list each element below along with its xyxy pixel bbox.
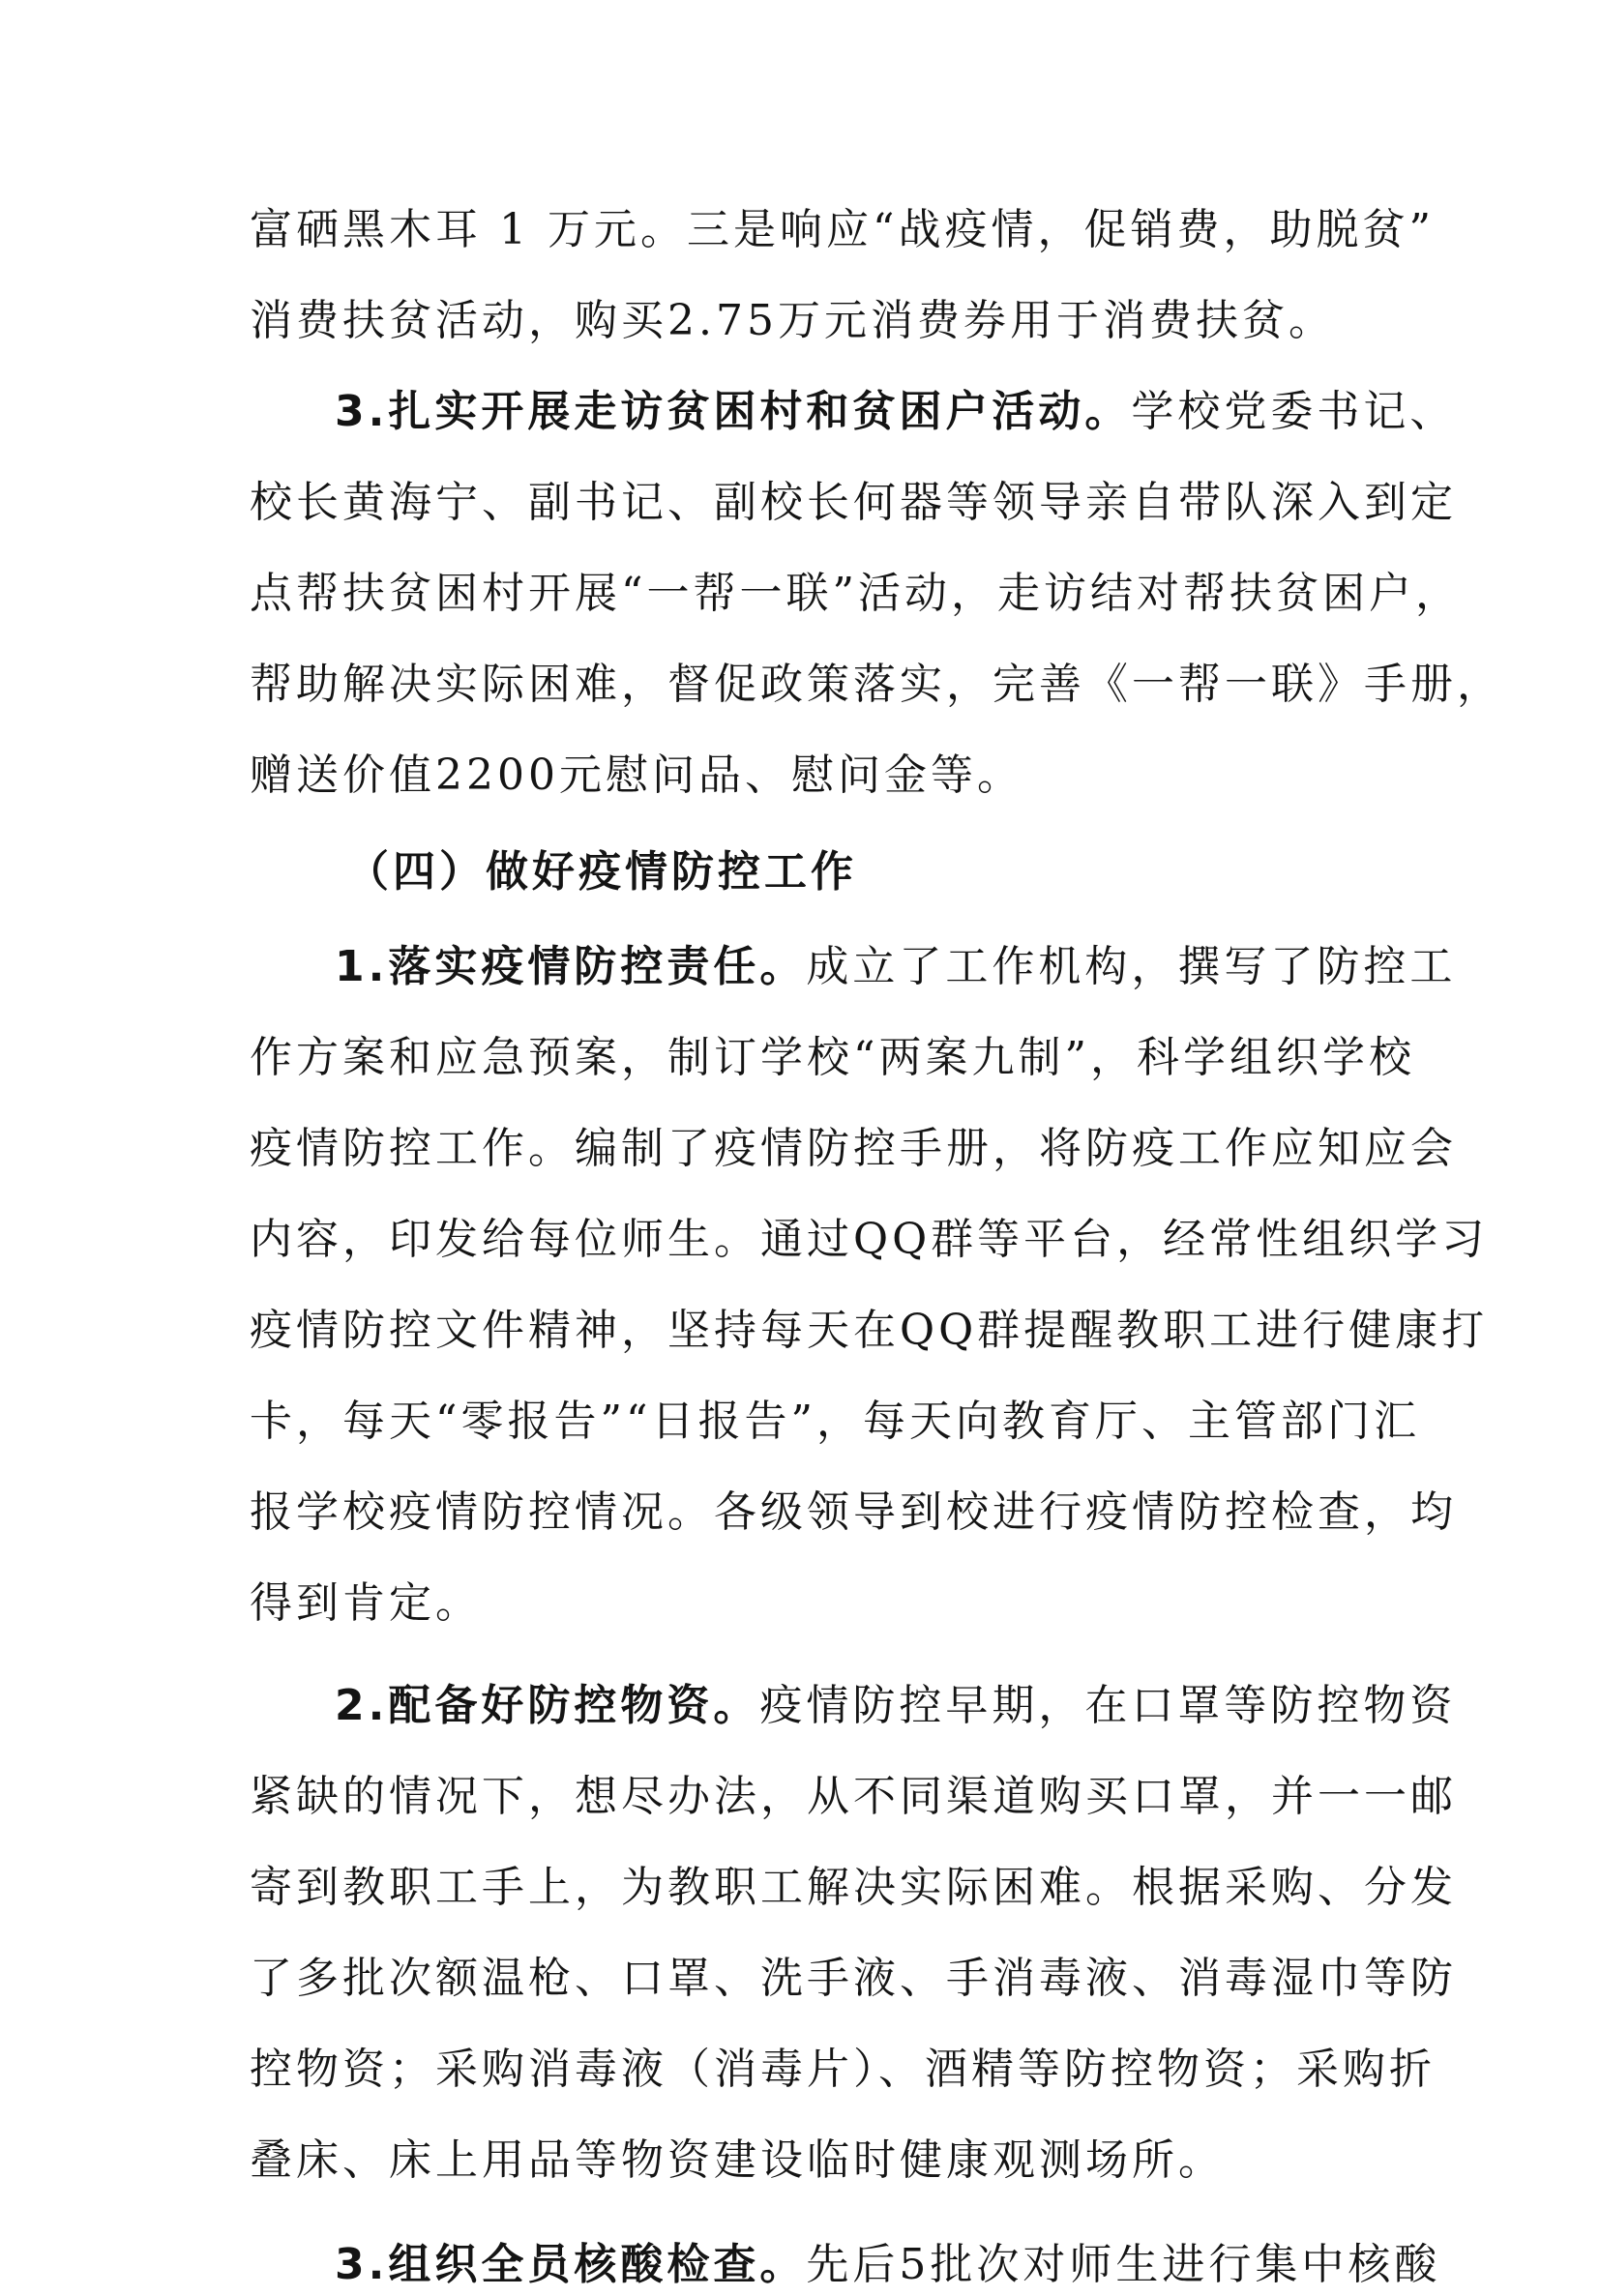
- paragraph-line: [335, 385, 1456, 443]
- item-text: 先后5批次对师生进行集中核酸: [806, 2240, 1441, 2289]
- paragraph-line: 叠床、床上用品等物资建设临时健康观测场所。: [250, 2135, 1225, 2185]
- paragraph-line: [335, 1679, 1456, 1737]
- paragraph-line: 作方案和应急预案，制订学校“两案九制”，科学组织学校: [250, 1033, 1415, 1082]
- paragraph-line: [335, 940, 1456, 998]
- paragraph-line: 点帮扶贫困村开展“一帮一联”活动，走访结对帮扶贫困户，: [250, 569, 1462, 618]
- paragraph-line: 富硒黑木耳 1 万元。三是响应“战疫情，促销费，助脱贫”: [250, 205, 1435, 254]
- paragraph-line: 了多批次额温枪、口罩、洗手液、手消毒液、消毒湿巾等防: [250, 1954, 1457, 2003]
- section-heading: （四）做好疫情防控工作: [346, 847, 857, 897]
- item-heading: 3.扎实开展走访贫困村和贫困户活动。: [335, 387, 1132, 436]
- paragraph-line: 赠送价值2200元慰问品、慰问金等。: [250, 751, 1023, 800]
- paragraph-line: 内容，印发给每位师生。通过QQ群等平台，经常性组织学习: [250, 1215, 1489, 1264]
- paragraph-line: 帮助解决实际困难，督促政策落实，完善《一帮一联》手册，: [250, 660, 1503, 709]
- item-heading: 2.配备好防控物资。: [335, 1681, 760, 1730]
- paragraph-line: 消费扶贫活动，购买2.75万元消费券用于消费扶贫。: [250, 296, 1335, 345]
- item-text: 成立了工作机构，撰写了防控工: [806, 942, 1457, 991]
- paragraph-line: 校长黄海宁、副书记、副校长何器等领导亲自带队深入到定: [250, 478, 1457, 527]
- paragraph-line: 控物资；采购消毒液（消毒片）、酒精等防控物资；采购折: [250, 2045, 1436, 2094]
- item-heading: 3.组织全员核酸检查。: [335, 2240, 807, 2289]
- item-text: 学校党委书记、: [1131, 387, 1457, 436]
- paragraph-line: [335, 2238, 1440, 2296]
- paragraph-line: 疫情防控文件精神，坚持每天在QQ群提醒教职工进行健康打: [250, 1306, 1489, 1355]
- paragraph-line: 报学校疫情防控情况。各级领导到校进行疫情防控检查，均: [250, 1487, 1457, 1537]
- paragraph-line: 紧缺的情况下，想尽办法，从不同渠道购买口罩，并一一邮: [250, 1772, 1457, 1821]
- paragraph-line: 卡，每天“零报告”“日报告”，每天向教育厅、主管部门汇: [250, 1397, 1420, 1446]
- item-text: 疫情防控早期，在口罩等防控物资: [759, 1681, 1457, 1730]
- paragraph-line: 寄到教职工手上，为教职工解决实际困难。根据采购、分发: [250, 1863, 1457, 1912]
- item-heading: 1.落实疫情防控责任。: [335, 942, 807, 991]
- paragraph-line: 疫情防控工作。编制了疫情防控手册，将防疫工作应知应会: [250, 1124, 1457, 1173]
- paragraph-line: 得到肯定。: [250, 1578, 482, 1628]
